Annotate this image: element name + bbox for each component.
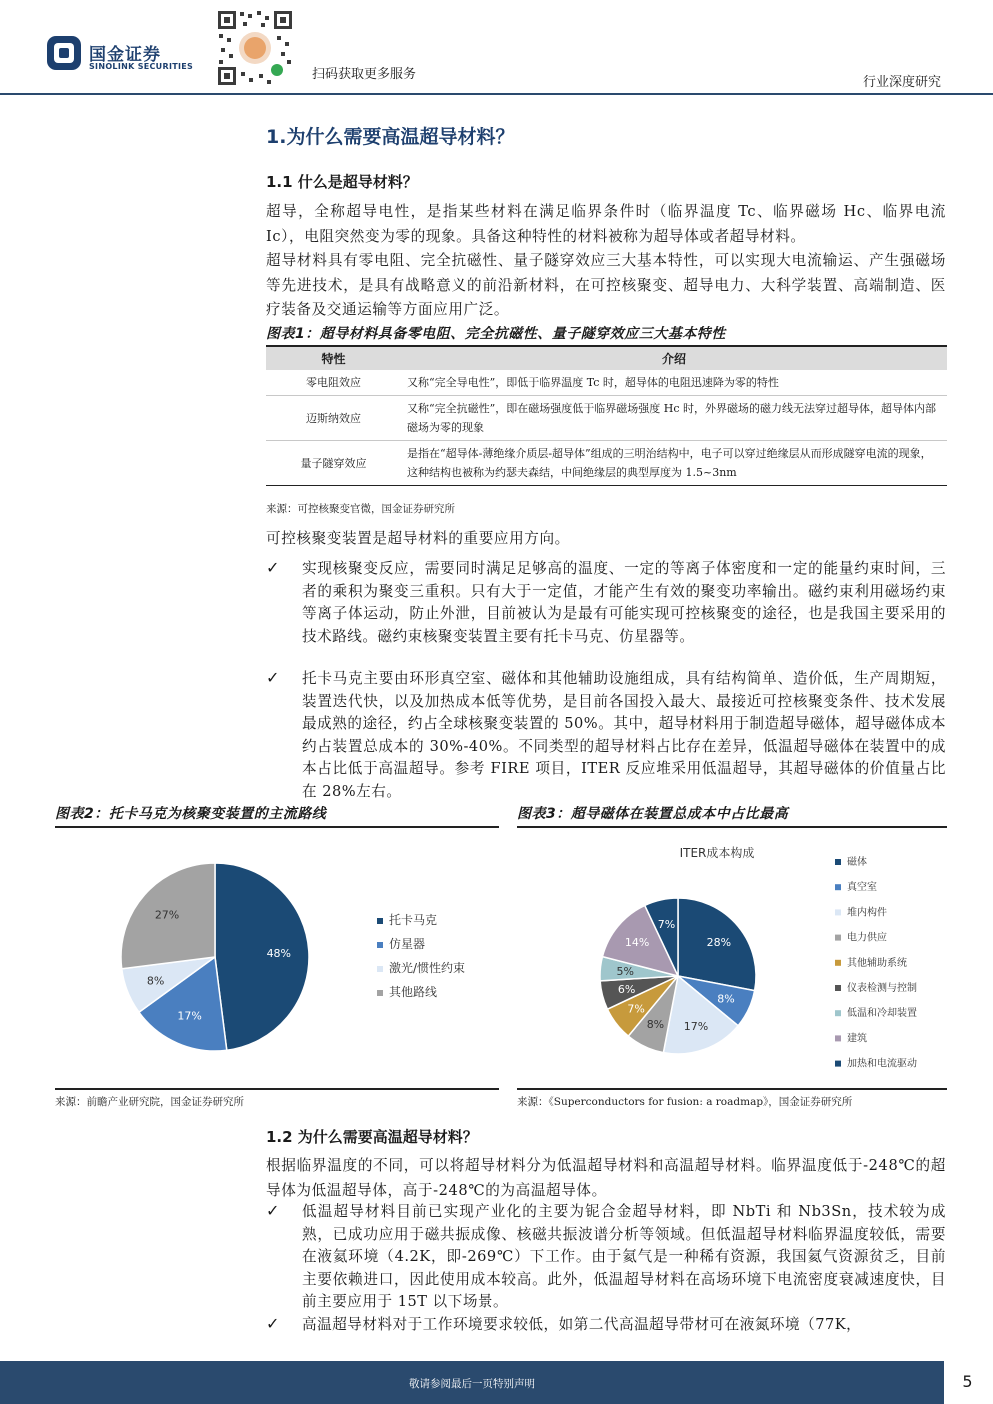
fig2-pie-chart bbox=[55, 830, 499, 1085]
table-row bbox=[266, 370, 947, 396]
table-cell-description: 又称“完全抗磁性”，即在磁场强度低于临界磁场强度 Hc 时，外界磁场的磁力线无法穿过超导体，超导体内部磁场为零的现象 bbox=[401, 396, 947, 441]
fig2-bottom-rule bbox=[55, 1088, 499, 1090]
fig3-source: 来源：《Superconductors for fusion: a roadmap》，国金证券研究所 bbox=[517, 1096, 853, 1108]
fig3-top-rule bbox=[517, 826, 947, 828]
legend-item: 堆内构件 bbox=[847, 907, 887, 919]
data-label: 28% bbox=[706, 936, 732, 950]
legend-swatch bbox=[377, 966, 383, 972]
fig3-title: 图表3：超导磁体在装置总成本中占比最高 bbox=[517, 806, 789, 822]
company-name-cn: 国金证券 bbox=[89, 45, 161, 65]
legend-swatch bbox=[835, 859, 841, 865]
table-row bbox=[266, 441, 947, 486]
table-cell-description: 又称“完全导电性”，即低于临界温度 Tc 时，超导体的电阻迅速降为零的特性 bbox=[401, 370, 947, 396]
table-cell-description: 是指在“超导体-薄绝缘介质层-超导体”组成的三明治结构中，电子可以穿过绝缘层从而形成隧穿电流的现象，这种结构也被称为约瑟夫森结，中间绝缘层的典型厚度为 1.5~3nm bbox=[401, 441, 947, 486]
table1-source: 来源：可控核聚变官微，国金证券研究所 bbox=[266, 503, 455, 515]
data-label: 8% bbox=[717, 992, 735, 1006]
fig2-top-rule bbox=[55, 826, 499, 828]
legend-swatch bbox=[835, 1010, 841, 1016]
legend-swatch bbox=[835, 985, 841, 991]
check-icon: ✓ bbox=[266, 558, 280, 577]
table-row bbox=[266, 396, 947, 441]
scan-for-service-text: 扫码获取更多服务 bbox=[312, 67, 417, 82]
pie-slice bbox=[215, 863, 309, 1050]
data-label: 48% bbox=[266, 946, 292, 960]
data-label: 7% bbox=[627, 1002, 645, 1016]
paragraph-superconductor-properties: 超导材料具有零电阻、完全抗磁性、量子隧穿效应三大基本特性，可以实现大电流输运、产生强磁场等先进技术，是具有战略意义的前沿新材料，在可控核聚变、超导电力、大科学装置、高端制造、医疗装备及交通运输等方面应用广泛。 bbox=[266, 252, 946, 318]
page-number: 5 bbox=[962, 1372, 973, 1391]
data-label: 7% bbox=[657, 918, 676, 932]
legend-item: 托卡马克 bbox=[389, 913, 438, 927]
fig2-title: 图表2：托卡马克为核聚变装置的主流路线 bbox=[55, 806, 327, 822]
legend-item: 仪表检测与控制 bbox=[847, 983, 917, 994]
legend-swatch bbox=[835, 935, 841, 941]
qr-code-icon[interactable] bbox=[215, 8, 295, 88]
report-type-label: 行业深度研究 bbox=[862, 75, 941, 90]
check-icon: ✓ bbox=[266, 668, 280, 687]
header-divider bbox=[0, 93, 993, 95]
fig3-bottom-rule bbox=[517, 1088, 947, 1090]
footer-disclaimer: 敬请参阅最后一页特别声明 bbox=[409, 1378, 535, 1390]
legend-swatch bbox=[835, 1061, 841, 1067]
data-label: 17% bbox=[177, 1009, 202, 1023]
legend-item: 激光/惯性约束 bbox=[389, 961, 466, 975]
data-label: 27% bbox=[154, 908, 180, 922]
legend-item: 电力供应 bbox=[847, 932, 887, 944]
legend-item: 真空室 bbox=[847, 882, 877, 894]
table-cell-property: 迈斯纳效应 bbox=[266, 396, 401, 441]
fig2-source: 来源：前瞻产业研究院，国金证券研究所 bbox=[55, 1096, 244, 1108]
legend-item: 加热和电流驱动 bbox=[847, 1058, 917, 1070]
data-label: 8% bbox=[646, 1017, 665, 1031]
data-label: 5% bbox=[616, 965, 634, 979]
chart-title: ITER成本构成 bbox=[679, 846, 755, 860]
fig3-pie-chart bbox=[517, 830, 947, 1085]
legend-swatch bbox=[835, 960, 841, 966]
legend-swatch bbox=[377, 990, 383, 996]
section-title: 1.为什么需要高温超导材料？ bbox=[266, 126, 515, 148]
subsection-title-1-1: 1.1 什么是超导材料？ bbox=[266, 173, 418, 191]
data-label: 14% bbox=[624, 936, 650, 950]
bullet-low-temp-superconductor: 低温超导材料目前已实现产业化的主要为铌合金超导材料，即 NbTi 和 Nb3Sn，技术较为成熟，已成功应用于磁共振成像、核磁共振波谱分析等领域。但低温超导材料临界温度较低，需要在液氦环境（4.2K，即-269℃）下工作。由于氦气是一种稀有资源，我国氦气资源贫乏，目前主要依赖进口，因此使用成本较高。此外，低温超导材料在高场环境下电流密度衰减速度快，目前主要应用于 15T 以下场景。 bbox=[302, 1203, 946, 1310]
table-cell-property: 零电阻效应 bbox=[266, 370, 401, 396]
data-label: 6% bbox=[617, 983, 636, 997]
table1-title: 图表1：超导材料具备零电阻、完全抗磁性、量子隧穿效应三大基本特性 bbox=[266, 326, 726, 342]
paragraph-superconductivity-definition: 超导，全称超导电性，是指某些材料在满足临界条件时（临界温度 Tc、临界磁场 Hc、临界电流 Ic），电阻突然变为零的现象。具备这种特性的材料被称为超导体或者超导材料。 bbox=[266, 203, 946, 245]
data-label: 17% bbox=[683, 1019, 709, 1033]
bullet-tokamak: 托卡马克主要由环形真空室、磁体和其他辅助设施组成，具有结构简单、造价低，生产周期短，装置迭代快，以及加热成本低等优势，是目前各国投入最大、最接近可控核聚变条件、技术发展最成熟的途径，约占全球核聚变装置的 50%。其中，超导材料用于制造超导磁体，超导磁体成本约占装置总成本的 30%-40%。不同类型的超导材料占比存在差异，低温超导磁体在装置中的成本占比低于高温超导。参考 FIRE 项目，ITER 反应堆采用低温超导，其超导磁体的价值量占比在 28%左右。 bbox=[302, 670, 946, 800]
legend-swatch bbox=[377, 942, 383, 948]
legend-item: 仿星器 bbox=[389, 937, 426, 951]
legend-swatch bbox=[377, 918, 383, 924]
legend-item: 其他辅助系统 bbox=[847, 957, 907, 969]
bullet-fusion-conditions: 实现核聚变反应，需要同时满足足够高的温度、一定的等离子体密度和一定的能量约束时间，三者的乘积为聚变三重积。只有大于一定值，才能产生有效的聚变功率输出。磁约束利用磁场约束等离子体运动，防止外泄，目前被认为是最有可能实现可控核聚变的途径，也是我国主要采用的技术路线。磁约束核聚变装置主要有托卡马克、仿星器等。 bbox=[302, 560, 946, 645]
check-icon: ✓ bbox=[266, 1201, 280, 1220]
properties-table bbox=[266, 345, 947, 486]
table-cell-property: 量子隧穿效应 bbox=[266, 441, 401, 486]
legend-item: 其他路线 bbox=[389, 985, 438, 999]
legend-item: 磁体 bbox=[847, 857, 867, 868]
table-header-cell: 介绍 bbox=[401, 346, 947, 370]
data-label: 8% bbox=[146, 974, 165, 988]
paragraph-temperature-classification: 根据临界温度的不同，可以将超导材料分为低温超导材料和高温超导材料。临界温度低于-248℃的超导体为低温超导体，高于-248℃的为高温超导体。 bbox=[266, 1157, 946, 1199]
table-header-cell: 特性 bbox=[266, 346, 401, 370]
subsection-title-1-2: 1.2 为什么需要高温超导材料？ bbox=[266, 1128, 478, 1146]
legend-item: 低温和冷却装置 bbox=[847, 1008, 917, 1020]
legend-swatch bbox=[835, 884, 841, 890]
legend-swatch bbox=[835, 1035, 841, 1041]
company-name-en: SINOLINK SECURITIES bbox=[89, 62, 194, 71]
table-header-row bbox=[266, 346, 947, 370]
check-icon: ✓ bbox=[266, 1314, 280, 1333]
bullet-high-temp-superconductor: 高温超导材料对于工作环境要求较低，如第二代高温超导带材可在液氮环境（77K， bbox=[302, 1316, 862, 1333]
paragraph-fusion-intro: 可控核聚变装置是超导材料的重要应用方向。 bbox=[266, 530, 570, 547]
legend-item: 建筑 bbox=[847, 1033, 867, 1045]
sinolink-logo-icon bbox=[47, 36, 81, 70]
legend-swatch bbox=[835, 909, 841, 915]
